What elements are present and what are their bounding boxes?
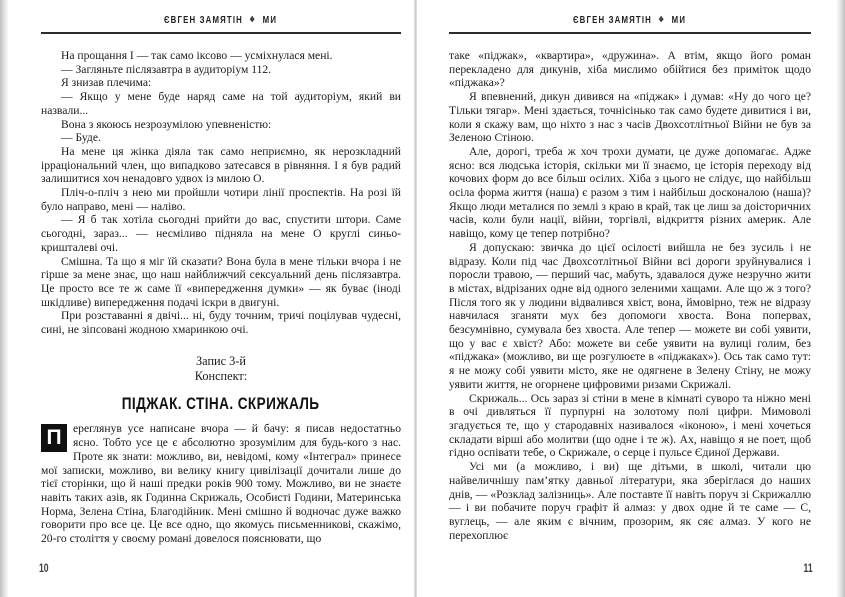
body-paragraph: — Буде. bbox=[61, 131, 101, 145]
body-paragraph: — Якщо у мене буде наряд саме на той аудиторіум, який ви назвали... bbox=[41, 90, 401, 117]
diamond-separator-icon: ❖ bbox=[249, 15, 257, 24]
chapter-title: ПІДЖАК. СТІНА. СКРИЖАЛЬ bbox=[122, 393, 320, 413]
body-paragraph: Пліч-о-пліч з нею ми пройшли чотири лінії проспектів. На розі їй було направо, мені — наліво. bbox=[41, 186, 401, 213]
running-head-rule bbox=[449, 32, 811, 34]
body-paragraph: На прощання І — так само іксово — усміхнулася мені. bbox=[61, 49, 333, 62]
body-paragraph: Смішна. Та що я міг їй сказати? Вона була в мене тільки вчора і не гірше за мене знає, що наш найближчий сексуальний день післязавтра. Це просто все те ж саме її «випередження думки» — як буває (іноді шкідливе) випередження подачі іскри в двигуні. bbox=[41, 254, 401, 309]
body-paragraph: Усі ми (а можливо, і ви) ще дітьми, в школі, читали цю найвеличнішу пам’ятку давньої літератури, яка зберіглася до наших днів, — «Розклад залізниць». Але поставте її навіть поруч зі Скрижаллю — і ви побачите поруч графіт й алмаз: у двох одне й те саме — С, вуглець, — але яким є вічним, прозорим, як сяє алмаз. У кого не перехоплює bbox=[449, 460, 811, 542]
diamond-separator-icon: ❖ bbox=[658, 15, 666, 24]
dropcap-paragraph bbox=[41, 422, 401, 545]
running-head-rule bbox=[41, 32, 401, 34]
running-head-title: МИ bbox=[672, 15, 687, 26]
body-paragraph: При розставанні я двічі... ні, буду точним, тричі поцілував чудесні, сині, не зіпсовані жодною хмаринкою очі. bbox=[41, 309, 401, 337]
book-edge-left bbox=[0, 0, 8, 597]
body-paragraph: Я знизав плечима: bbox=[61, 76, 152, 90]
body-paragraph: Але, дорогі, треба ж хоч трохи думати, це дуже допомагає. Адже ясно: вся людська історія, скільки ми її знаємо, це історія переходу від кочових форм до все більш осілих. Хіба з цього не слідує, що найбільш осіла форма життя (наша) є разом з тим і найбільш досконалою (наша)? Якщо люди металися по землі з краю в край, так це лиш за доісторичних часів, коли були нації, війни, торгівлі, відкриття різних америк. Але навіщо, кому це тепер потрібно? bbox=[449, 144, 811, 241]
body-paragraph: На мене ця жінка діяла так само неприємно, як нерозкладний ірраціональний член, що випадково затесався в рівняння. І я був радий залишитися хоч ненадовго удвох із милою О. bbox=[41, 144, 401, 186]
dropcap-letter: П bbox=[41, 424, 67, 452]
running-head-right bbox=[449, 14, 811, 28]
book-edge-right bbox=[837, 0, 845, 597]
body-paragraph: Вона з якоюсь незрозумілою упевненістю: bbox=[61, 117, 272, 131]
page-left bbox=[8, 0, 414, 597]
record-number-line: Запис 3-й bbox=[196, 353, 246, 368]
left-page-body bbox=[41, 49, 401, 546]
chapter-heading bbox=[41, 354, 401, 411]
body-paragraph: Скрижаль... Ось зараз зі стіни в мене в кімнаті суворо та ніжно мені в очі дивляться її пурпурні на золотому полі цифри. Мимоволі згадується те, що у стародавніх називалося «іконою», і мені хочеться складати вірші або молитви (що одне і те ж). Ах, навіщо я не поет, щоб гідно оспівати тебе, о Скрижале, о серце і пульсе Єдиної Держави. bbox=[449, 391, 811, 460]
body-paragraph: — Загляньте післязавтра в аудиторіум 112. bbox=[61, 62, 272, 76]
body-paragraph: таке «піджак», «квартира», «дружина». А втім, якщо його роман перекладено для дикунів, хіба мислимо обійтися без приміток щодо «піджака»? bbox=[449, 49, 811, 90]
conspect-line: Конспект: bbox=[194, 368, 248, 383]
page-number-right: 11 bbox=[803, 561, 813, 575]
body-paragraph: — Я б так хотіла сьогодні прийти до вас, спустити штори. Саме сьогодні, зараз... — несміливо підняла на мене О круглі синьо-кришталеві очі. bbox=[41, 213, 401, 254]
running-head-left bbox=[41, 14, 401, 28]
page-right bbox=[417, 0, 837, 597]
running-head-author: ЄВГЕН ЗАМЯТІН bbox=[573, 15, 653, 26]
running-head-author: ЄВГЕН ЗАМЯТІН bbox=[164, 15, 244, 26]
dropcap-paragraph-text: ереглянув усе написане вчора — й бачу: я писав недостатньо ясно. Тобто усе це є абсолютно зрозумілим для будь-кого з нас. Проте як знати: можливо, ви, невідомі, кому «Інтеграл» принесе мої записки, можливо, ви велику книгу цивілізації дочитали лише до тієї сторінки, що й наші предки років 900 тому. Можливо, ви не знаєте навіть таких азів, як Годинна Скрижаль, Особисті Години, Материнська Норма, Зелена Стіна, Благодійник. Мені смішно й водночас дуже важко говорити про все це. Це все одно, що якомусь письменникові, скажімо, 20-го століття у своєму романі довелося пояснювати, що bbox=[41, 422, 401, 546]
page-number-left: 10 bbox=[39, 561, 49, 575]
body-paragraph: Я допускаю: звичка до цієї осілості вийшла не без зусиль і не відразу. Коли під час Двохсотлітньої Війни всі дороги зруйнувалися і поросли травою, — перший час, мабуть, здавалося дуже незручно жити в містах, відрізаних одне від одного зеленими хащами. Але що ж з того? Після того як у людини відвалився хвіст, вона, ймовірно, теж не відразу навчилася зганяти мух без допомоги хвоста. Вона попервах, безсумнівно, сумувала без хвоста. Але тепер — можете ви собі уявити, що у вас є хвіст? Або: можете ви себе уявити на вулиці голим, без «піджака» (можливо, ви ще розгулюєте в «піджаках»). Ось так само тут: я не можу собі уявити місто, яке не одягнене в Зелену Стіну, не можу уявити життя, не огорнене цифровими ризами Скрижалі. bbox=[449, 240, 811, 391]
body-paragraph: Я впевнений, дикун дивився на «піджак» і думав: «Ну до чого це? Тільки тягар». Мені здається, точнісінько так само будете дивитися і ви, коли я скажу вам, що ніхто з нас з часів Двохсотлітньої Війни не був за Зеленою Стіною. bbox=[449, 90, 811, 145]
running-head-title: МИ bbox=[263, 15, 278, 26]
right-page-body bbox=[449, 49, 811, 542]
